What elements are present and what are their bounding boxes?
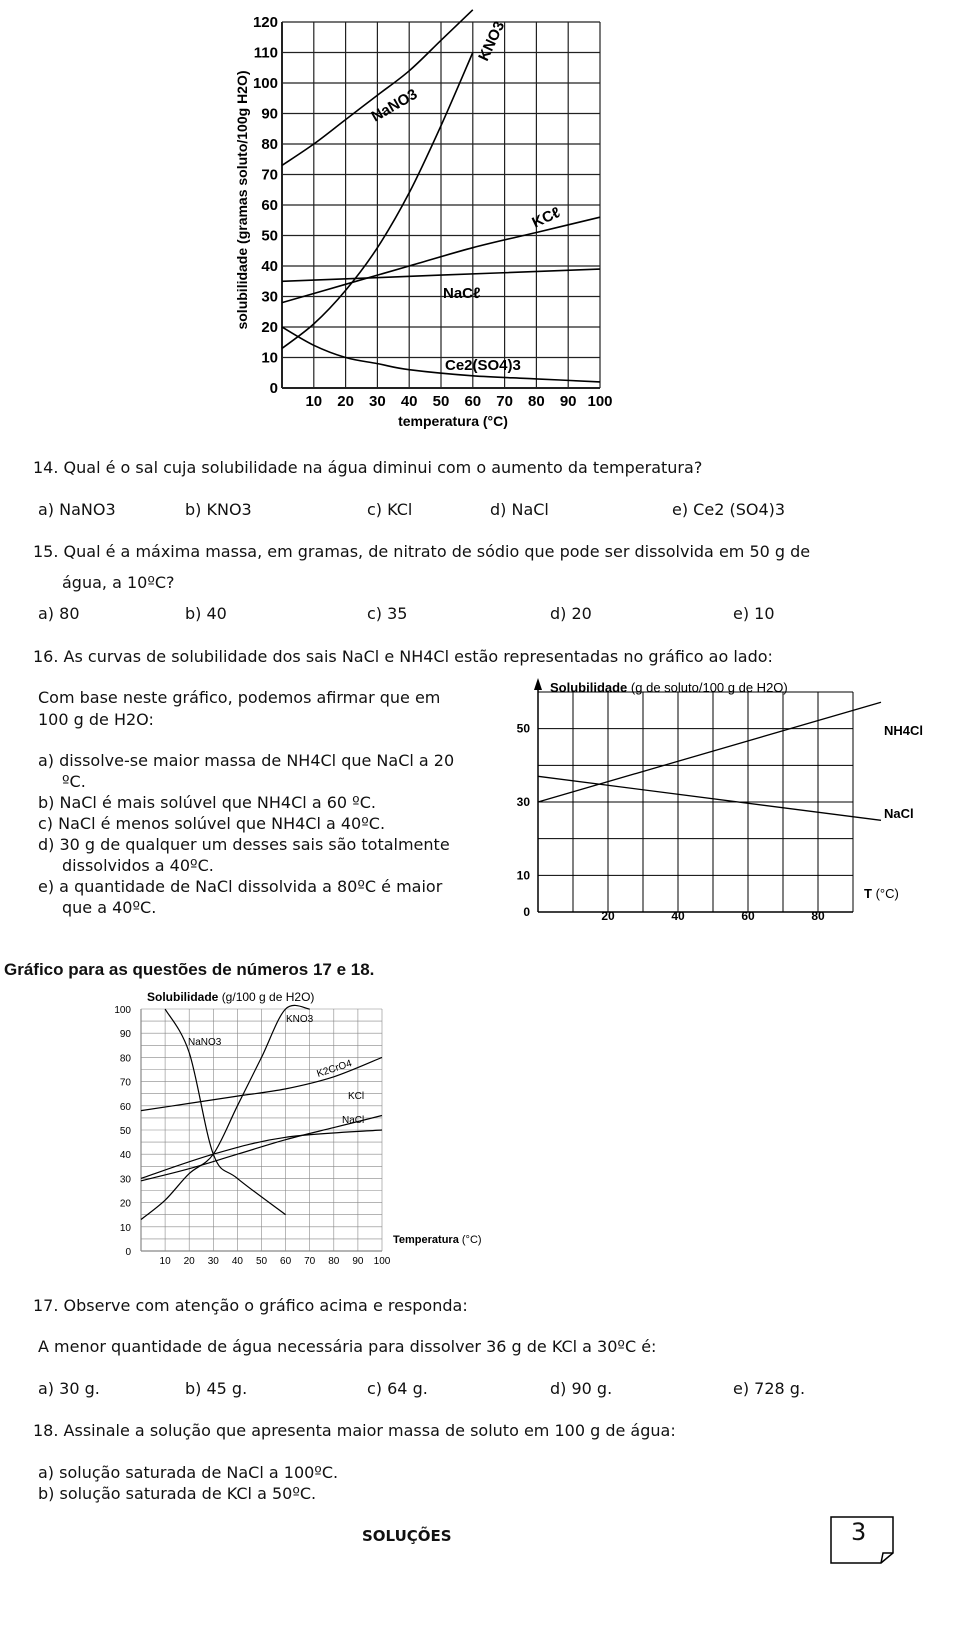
q17-subtext: A menor quantidade de água necessária para dissolver 36 g de KCl a 30ºC é: bbox=[38, 1337, 657, 1356]
y-tick-label: 120 bbox=[252, 14, 278, 31]
y-tick-label: 100 bbox=[114, 1005, 131, 1016]
kcl-curve-label: KCl bbox=[348, 1091, 365, 1102]
chart-lines bbox=[538, 702, 881, 820]
question-text: Assinale a solução que apresenta maior massa de soluto em 100 g de água: bbox=[63, 1421, 676, 1440]
y-tick-label: 30 bbox=[261, 288, 278, 306]
nacl-curve-label: NaCl bbox=[342, 1115, 365, 1126]
y-tick-label: 0 bbox=[269, 380, 278, 397]
question-number: 18. bbox=[33, 1421, 59, 1440]
y-axis-arrow bbox=[534, 678, 542, 690]
q16-option-e-cont: que a 40ºC. bbox=[62, 898, 157, 917]
q17-option-c[interactable]: c) 64 g. bbox=[367, 1379, 428, 1398]
y-tick-label: 90 bbox=[119, 1029, 131, 1041]
question-text: Qual é o sal cuja solubilidade na água diminui com o aumento da temperatura? bbox=[63, 458, 703, 477]
question-number: 15. bbox=[33, 542, 59, 561]
x-tick-label: 40 bbox=[671, 909, 685, 923]
x-tick-label: 30 bbox=[369, 393, 386, 410]
chart-grid bbox=[141, 1009, 382, 1251]
x-tick-label: 20 bbox=[601, 909, 615, 923]
q17-option-e[interactable]: e) 728 g. bbox=[733, 1379, 806, 1398]
question-14 bbox=[33, 458, 702, 478]
y-tick-label: 50 bbox=[261, 227, 278, 245]
x-tick-label: 20 bbox=[337, 393, 354, 410]
y-tick-label: 60 bbox=[119, 1101, 131, 1113]
x-tick-label: 80 bbox=[811, 909, 825, 923]
x-tick-labels bbox=[305, 393, 612, 410]
q17-option-b[interactable]: b) 45 g. bbox=[185, 1379, 248, 1398]
y-tick-label: 50 bbox=[516, 721, 530, 736]
q16-option-c[interactable]: c) NaCl é menos solúvel que NH4Cl a 40ºC. bbox=[38, 814, 386, 833]
y-tick-label: 100 bbox=[252, 75, 278, 92]
question-text: As curvas de solubilidade dos sais NaCl e NH4Cl estão representadas no gráfico ao lado: bbox=[63, 647, 773, 666]
question-number: 14. bbox=[33, 458, 59, 477]
question-text: Qual é a máxima massa, em gramas, de nitrato de sódio que pode ser dissolvida em 50 g de bbox=[63, 542, 811, 561]
y-tick-label: 40 bbox=[119, 1150, 131, 1162]
q15-option-a[interactable]: a) 80 bbox=[38, 604, 80, 623]
q16-option-d[interactable]: d) 30 g de qualquer um desses sais são totalmente bbox=[38, 835, 450, 854]
x-tick-label: 10 bbox=[305, 393, 323, 410]
q14-option-a[interactable]: a) NaNO3 bbox=[38, 500, 116, 519]
chart-title: Solubilidade (g de soluto/100 g de H2O) bbox=[550, 680, 788, 695]
y-tick-label: 110 bbox=[253, 44, 278, 62]
x-tick-label: 60 bbox=[464, 393, 482, 410]
y-tick-labels bbox=[517, 722, 531, 919]
q15-option-d[interactable]: d) 20 bbox=[550, 604, 592, 623]
y-tick-label: 80 bbox=[261, 136, 278, 153]
line-nacl bbox=[538, 776, 881, 820]
question-15 bbox=[33, 542, 810, 562]
x-tick-label: 90 bbox=[559, 393, 577, 410]
nacl-curve-label: NaCℓ bbox=[443, 285, 481, 302]
q16-option-e[interactable]: e) a quantidade de NaCl dissolvida a 80ºC é maior bbox=[38, 877, 443, 896]
y-tick-labels bbox=[253, 14, 278, 397]
q16-option-a[interactable]: a) dissolve-se maior massa de NH4Cl que NaCl a 20 bbox=[38, 751, 455, 770]
x-tick-label: 50 bbox=[432, 393, 450, 410]
y-tick-labels bbox=[114, 1005, 131, 1258]
q16-intro-line-2: 100 g de H2O: bbox=[38, 710, 154, 729]
x-tick-label: 60 bbox=[741, 909, 755, 923]
y-tick-label: 70 bbox=[119, 1077, 131, 1089]
x-tick-labels bbox=[160, 1256, 391, 1267]
nano3-curve-label: NaNO3 bbox=[188, 1037, 222, 1048]
question-16 bbox=[33, 647, 773, 667]
y-axis-label: solubilidade (gramas soluto/100g H2O) bbox=[234, 70, 250, 330]
chart-title: Solubilidade (g/100 g de H2O) bbox=[147, 990, 315, 1004]
q15-option-b[interactable]: b) 40 bbox=[185, 604, 227, 623]
x-tick-label: 70 bbox=[304, 1256, 316, 1267]
q17-option-d[interactable]: d) 90 g. bbox=[550, 1379, 613, 1398]
x-tick-label: 100 bbox=[373, 1256, 391, 1267]
q16-option-d-cont: dissolvidos a 40ºC. bbox=[62, 856, 214, 875]
q14-option-b[interactable]: b) KNO3 bbox=[185, 500, 252, 519]
line-nh4cl bbox=[538, 702, 881, 802]
y-tick-label: 30 bbox=[516, 795, 530, 809]
q17-option-a[interactable]: a) 30 g. bbox=[38, 1379, 100, 1398]
x-tick-label: 50 bbox=[255, 1256, 268, 1267]
x-tick-label: 80 bbox=[328, 1256, 340, 1267]
y-tick-label: 80 bbox=[119, 1053, 131, 1065]
x-tick-label: 40 bbox=[400, 393, 418, 410]
nano3-curve-label: NaNO3 bbox=[368, 85, 421, 126]
x-tick-label: 90 bbox=[352, 1256, 364, 1267]
q14-option-d[interactable]: d) NaCl bbox=[490, 500, 549, 519]
section-title: Gráfico para as questões de números 17 e 18. bbox=[4, 960, 375, 979]
curve-kno3 bbox=[141, 1005, 310, 1219]
q15-option-c[interactable]: c) 35 bbox=[367, 604, 408, 623]
k2cro4-curve-label: K2CrO4 bbox=[315, 1058, 354, 1080]
y-tick-label: 10 bbox=[516, 868, 530, 883]
q14-option-c[interactable]: c) KCl bbox=[367, 500, 413, 519]
question-15-cont: água, a 10ºC? bbox=[62, 573, 175, 592]
q16-option-b[interactable]: b) NaCl é mais solúvel que NH4Cl a 60 ºC. bbox=[38, 793, 376, 812]
x-tick-label: 70 bbox=[496, 393, 513, 410]
q15-option-e[interactable]: e) 10 bbox=[733, 604, 775, 623]
question-18 bbox=[33, 1421, 676, 1441]
y-tick-label: 0 bbox=[523, 905, 530, 919]
y-tick-label: 10 bbox=[119, 1222, 131, 1234]
x-tick-label: 30 bbox=[207, 1256, 219, 1267]
solubility-chart-1 bbox=[225, 0, 625, 435]
q18-option-a[interactable]: a) solução saturada de NaCl a 100ºC. bbox=[38, 1463, 339, 1482]
question-number: 17. bbox=[33, 1296, 59, 1315]
x-axis-label: T (°C) bbox=[864, 886, 899, 901]
x-tick-label: 40 bbox=[231, 1256, 243, 1267]
question-text: Observe com atenção o gráfico acima e responda: bbox=[63, 1296, 468, 1315]
solubility-chart-2 bbox=[508, 672, 930, 930]
y-tick-label: 10 bbox=[261, 349, 278, 367]
y-tick-label: 0 bbox=[125, 1247, 131, 1258]
curve-nano3 bbox=[165, 1009, 286, 1215]
y-tick-label: 90 bbox=[261, 105, 278, 123]
y-tick-label: 40 bbox=[261, 258, 278, 275]
question-number: 16. bbox=[33, 647, 59, 666]
y-tick-label: 60 bbox=[261, 197, 278, 214]
solubility-chart-3 bbox=[110, 985, 510, 1270]
q18-option-b[interactable]: b) solução saturada de KCl a 50ºC. bbox=[38, 1484, 317, 1503]
kno3-curve-label: KNO3 bbox=[286, 1014, 314, 1025]
x-axis-label: temperatura (°C) bbox=[398, 413, 508, 429]
x-tick-label: 60 bbox=[280, 1256, 292, 1267]
q14-option-e[interactable]: e) Ce2 (SO4)3 bbox=[672, 500, 786, 519]
x-tick-label: 80 bbox=[528, 393, 545, 410]
chart-grid bbox=[538, 692, 853, 912]
y-tick-label: 50 bbox=[119, 1126, 131, 1137]
nh4cl-line-label: NH4Cl bbox=[884, 723, 924, 738]
nacl-line-label: NaCl bbox=[884, 806, 914, 821]
ce2so4-curve-label: Ce2(SO4)3 bbox=[445, 357, 521, 374]
kno3-curve-label: KNO3 bbox=[475, 18, 509, 64]
y-tick-label: 20 bbox=[261, 319, 278, 336]
y-tick-label: 30 bbox=[119, 1174, 131, 1186]
x-tick-label: 100 bbox=[587, 393, 613, 410]
y-tick-label: 20 bbox=[119, 1198, 131, 1210]
page-number: 3 bbox=[851, 1518, 867, 1546]
q16-intro-line-1: Com base neste gráfico, podemos afirmar que em bbox=[38, 688, 441, 707]
x-tick-label: 20 bbox=[183, 1256, 195, 1267]
footer-title: SOLUÇÕES bbox=[362, 1527, 452, 1545]
question-17 bbox=[33, 1296, 468, 1316]
y-tick-label: 70 bbox=[261, 166, 278, 184]
q16-option-a-cont: ºC. bbox=[62, 772, 86, 791]
x-axis-label: Temperatura (°C) bbox=[393, 1234, 482, 1246]
kcl-curve-label: KCℓ bbox=[529, 203, 563, 232]
x-tick-label: 10 bbox=[159, 1256, 171, 1267]
